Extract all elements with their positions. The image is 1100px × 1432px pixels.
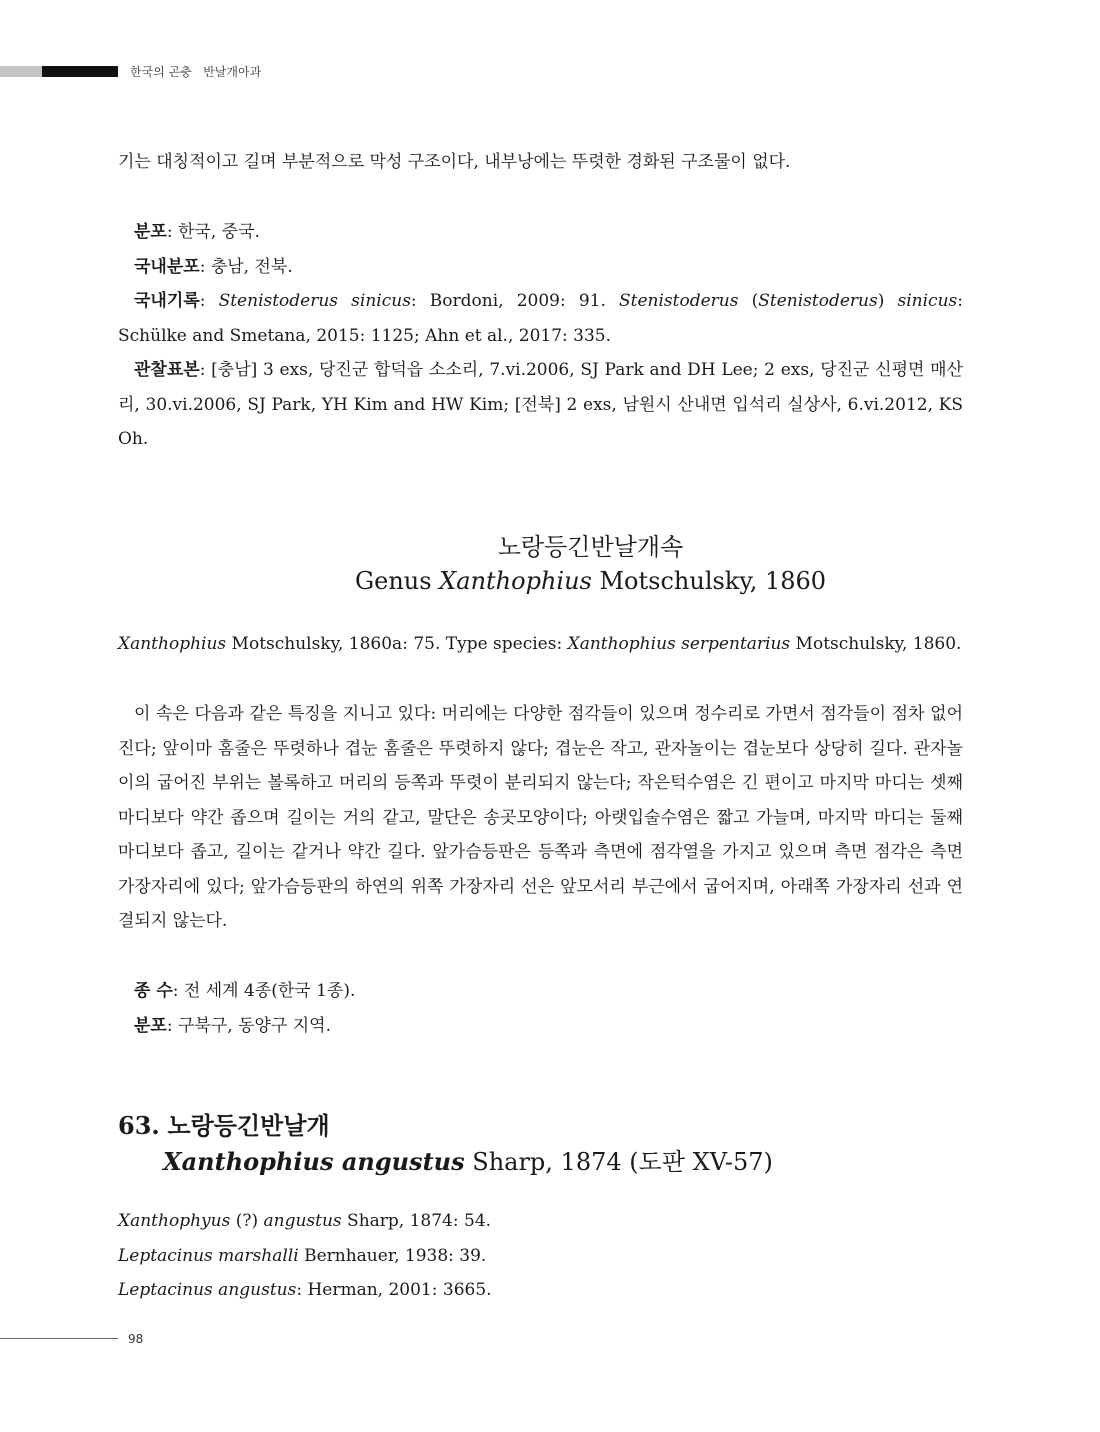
- species-heading: [118, 1108, 773, 1180]
- page-number: 98: [128, 1332, 144, 1346]
- korean-records-sep: :: [199, 291, 219, 311]
- continuation-paragraph: [118, 145, 963, 180]
- korean-distribution-text: : 충남, 전북.: [199, 256, 293, 277]
- citation-text: : Bordoni, 2009: 91.: [410, 291, 619, 311]
- synonym-line: [118, 1273, 963, 1308]
- genus-distribution-line: [118, 1009, 963, 1044]
- species-count-line: [118, 974, 963, 1009]
- citation-text: Motschulsky, 1860a: 75. Type species:: [226, 634, 568, 654]
- genus-korean-name: 노랑등긴반날개속: [497, 533, 684, 561]
- genus-title: [118, 530, 1063, 598]
- species-number: 63.: [118, 1111, 160, 1140]
- citation-text: : Herman, 2001: 3665.: [296, 1280, 492, 1300]
- citation-text: Motschulsky, 1860.: [790, 634, 962, 654]
- distribution-line: [118, 215, 963, 250]
- genus-prefix: Genus: [354, 567, 440, 595]
- footer-rule: [0, 1338, 118, 1339]
- prev-species-records: [118, 215, 963, 457]
- specimens-label: 관찰표본: [134, 360, 200, 380]
- taxon-name: Stenistoderus: [758, 291, 878, 311]
- synonym-line: [118, 1204, 963, 1239]
- distribution-text: : 한국, 중국.: [166, 222, 260, 242]
- specimens-line: [118, 353, 963, 457]
- running-title: 한국의 곤충 반날개아과: [130, 65, 262, 79]
- genus-reference: [118, 627, 963, 662]
- species-heading-line2: [118, 1144, 773, 1180]
- genus-author: Motschulsky, 1860: [591, 567, 827, 595]
- taxon-name: sinicus: [897, 291, 958, 311]
- taxon-name: Xanthophius: [118, 634, 227, 654]
- citation-text: (: [738, 291, 759, 311]
- synonym-list: [118, 1204, 963, 1308]
- taxon-name: Leptacinus marshalli: [118, 1245, 299, 1266]
- genus-summary: [118, 974, 963, 1043]
- header-bar-black: [42, 66, 118, 77]
- header-bar-grey: [0, 66, 42, 77]
- korean-records-line: [118, 284, 963, 353]
- genus-latin-name: Xanthophius: [439, 567, 592, 595]
- citation-text: : Schülke and Smetana, 2015: 1125; Ahn et al., 2017: 335.: [118, 291, 963, 346]
- species-count-label: 종 수: [134, 981, 173, 1001]
- korean-records-label: 국내기록: [134, 291, 200, 311]
- taxon-name: angustus: [263, 1211, 342, 1231]
- type-species-name: Xanthophius serpentarius: [567, 634, 791, 654]
- taxon-name: Leptacinus angustus: [118, 1280, 297, 1300]
- genus-distribution-label: 분포: [134, 1015, 167, 1036]
- species-author: Sharp, 1874: [464, 1148, 622, 1176]
- taxon-name: Xanthophyus: [118, 1211, 231, 1231]
- korean-distribution-line: [118, 250, 963, 285]
- citation-text: Sharp, 1874: 54.: [341, 1211, 492, 1231]
- continuation-text: 기는 대칭적이고 길며 부분적으로 막성 구조이다, 내부낭에는 뚜렷한 경화된 구조물이 없다.: [118, 152, 791, 172]
- taxon-name: Stenistoderus sinicus: [218, 291, 411, 311]
- specimens-text: : [충남] 3 exs, 당진군 합덕읍 소소리, 7.vi.2006, SJ Park and DH Lee; 2 exs, 당진군 신평면 매산리, 30.vi.2006, SJ Park, YH Kim and HW Kim; [전북] 2 exs, 남원시 산내면 입석리 실상사, 6.vi.2012, KS Oh.: [118, 360, 963, 449]
- distribution-label: 분포: [134, 222, 167, 242]
- species-latin-name: Xanthophius angustus: [163, 1147, 465, 1176]
- species-korean-name: 노랑등긴반날개: [167, 1111, 330, 1140]
- genus-latin-line: [118, 564, 1063, 598]
- species-count-text: : 전 세계 4종(한국 1종).: [172, 981, 356, 1001]
- korean-distribution-label: 국내분포: [134, 256, 200, 277]
- citation-text: (?): [230, 1211, 264, 1231]
- citation-text: ): [877, 291, 898, 311]
- genus-description: [118, 697, 963, 939]
- citation-text: Bernhauer, 1938: 39.: [298, 1245, 487, 1266]
- genus-distribution-text: : 구북구, 동양구 지역.: [166, 1015, 331, 1036]
- taxon-name: Stenistoderus: [619, 291, 739, 311]
- synonym-line: [118, 1239, 963, 1274]
- species-heading-line1: [118, 1108, 773, 1144]
- species-plate-ref: (도판 XV-57): [621, 1148, 773, 1176]
- genus-description-text: 이 속은 다음과 같은 특징을 지니고 있다: 머리에는 다양한 점각들이 있으며 정수리로 가면서 점각들이 점차 없어진다; 앞이마 홈줄은 뚜렷하나 겹눈 홈줄은 뚜렷하지 않다; 겹눈은 작고, 관자놀이는 겹눈보다 상당히 길다. 관자놀이의 굽어진 부위는 볼록하고 머리의 등쪽과 뚜렷이 분리되지 않는다; 작은턱수염은 긴 편이고 마지막 마디는 셋째 마디보다 약간 좁으며 길이는 거의 같고, 말단은 송곳모양이다; 아랫입술수염은 짧고 가늘며, 마지막 마디는 둘째 마디보다 좁고, 길이는 같거나 약간 길다. 앞가슴등판은 등쪽과 측면에 점각열을 가지고 있으며 측면 점각은 측면 가장자리에 있다; 앞가슴등판의 하연의 위쪽 가장자리 선은 앞모서리 부근에서 굽어지며, 아래쪽 가장자리 선과 연결되지 않는다.: [118, 704, 963, 931]
- genus-reference-line: [118, 627, 963, 662]
